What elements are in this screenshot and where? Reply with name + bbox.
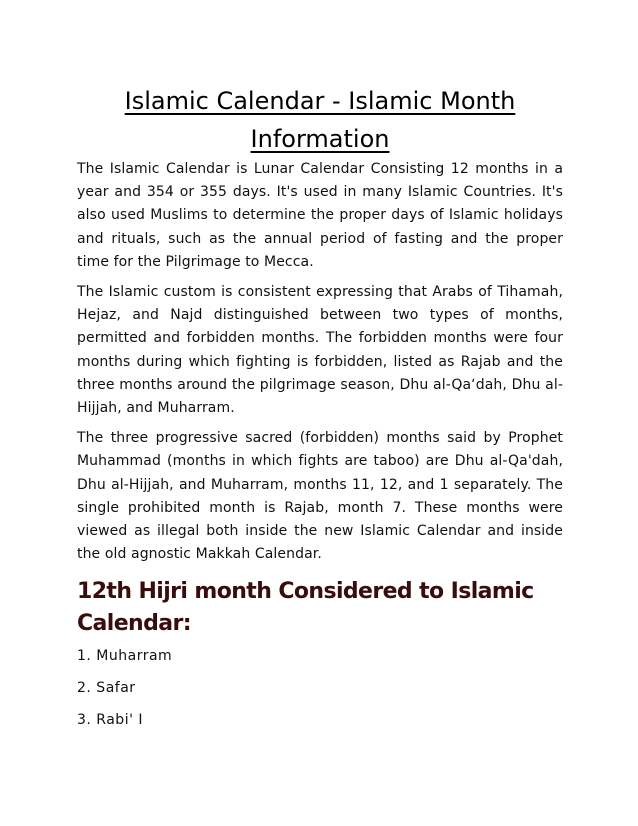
- list-item: 3. Rabi' I: [77, 712, 144, 729]
- list-item: 1. Muharram: [77, 648, 173, 665]
- list-item: 2. Safar: [77, 680, 136, 697]
- title-line-2: Information: [250, 125, 390, 153]
- month-list: [77, 646, 563, 730]
- title-line-2-wrapper: [77, 120, 563, 158]
- section-heading: 12th Hijri month Considered to Islamic Calendar:: [77, 579, 534, 637]
- custom-paragraph: The Islamic custom is consistent expressing that Arabs of Tihamah, Hejaz, and Najd distinguished between two types of months, permitted and forbidden months. The forbidden months were four months during which fighting is forbidden, listed as Rajab and the three months around the pilgrimage season, Dhu al-Qa‘dah, Dhu al-Hijjah, and Muharram.: [77, 284, 563, 417]
- document-page: [77, 82, 563, 742]
- sacred-months-paragraph: The three progressive sacred (forbidden) months said by Prophet Muhammad (months in which fights are taboo) are Dhu al-Qa'dah, Dhu al-Hijjah, and Muharram, months 11, 12, and 1 separately. The single prohibited month is Rajab, month 7. These months were viewed as illegal both inside the new Islamic Calendar and inside the old agnostic Makkah Calendar.: [77, 430, 563, 563]
- page-title: [77, 82, 563, 158]
- title-line-1: Islamic Calendar - Islamic Month: [124, 87, 516, 115]
- title-line-1-wrapper: [77, 82, 563, 120]
- intro-paragraph: The Islamic Calendar is Lunar Calendar Consisting 12 months in a year and 354 or 355 days. It's used in many Islamic Countries. It's also used Muslims to determine the proper days of Islamic holidays and rituals, such as the annual period of fasting and the proper time for the Pilgrimage to Mecca.: [77, 161, 563, 270]
